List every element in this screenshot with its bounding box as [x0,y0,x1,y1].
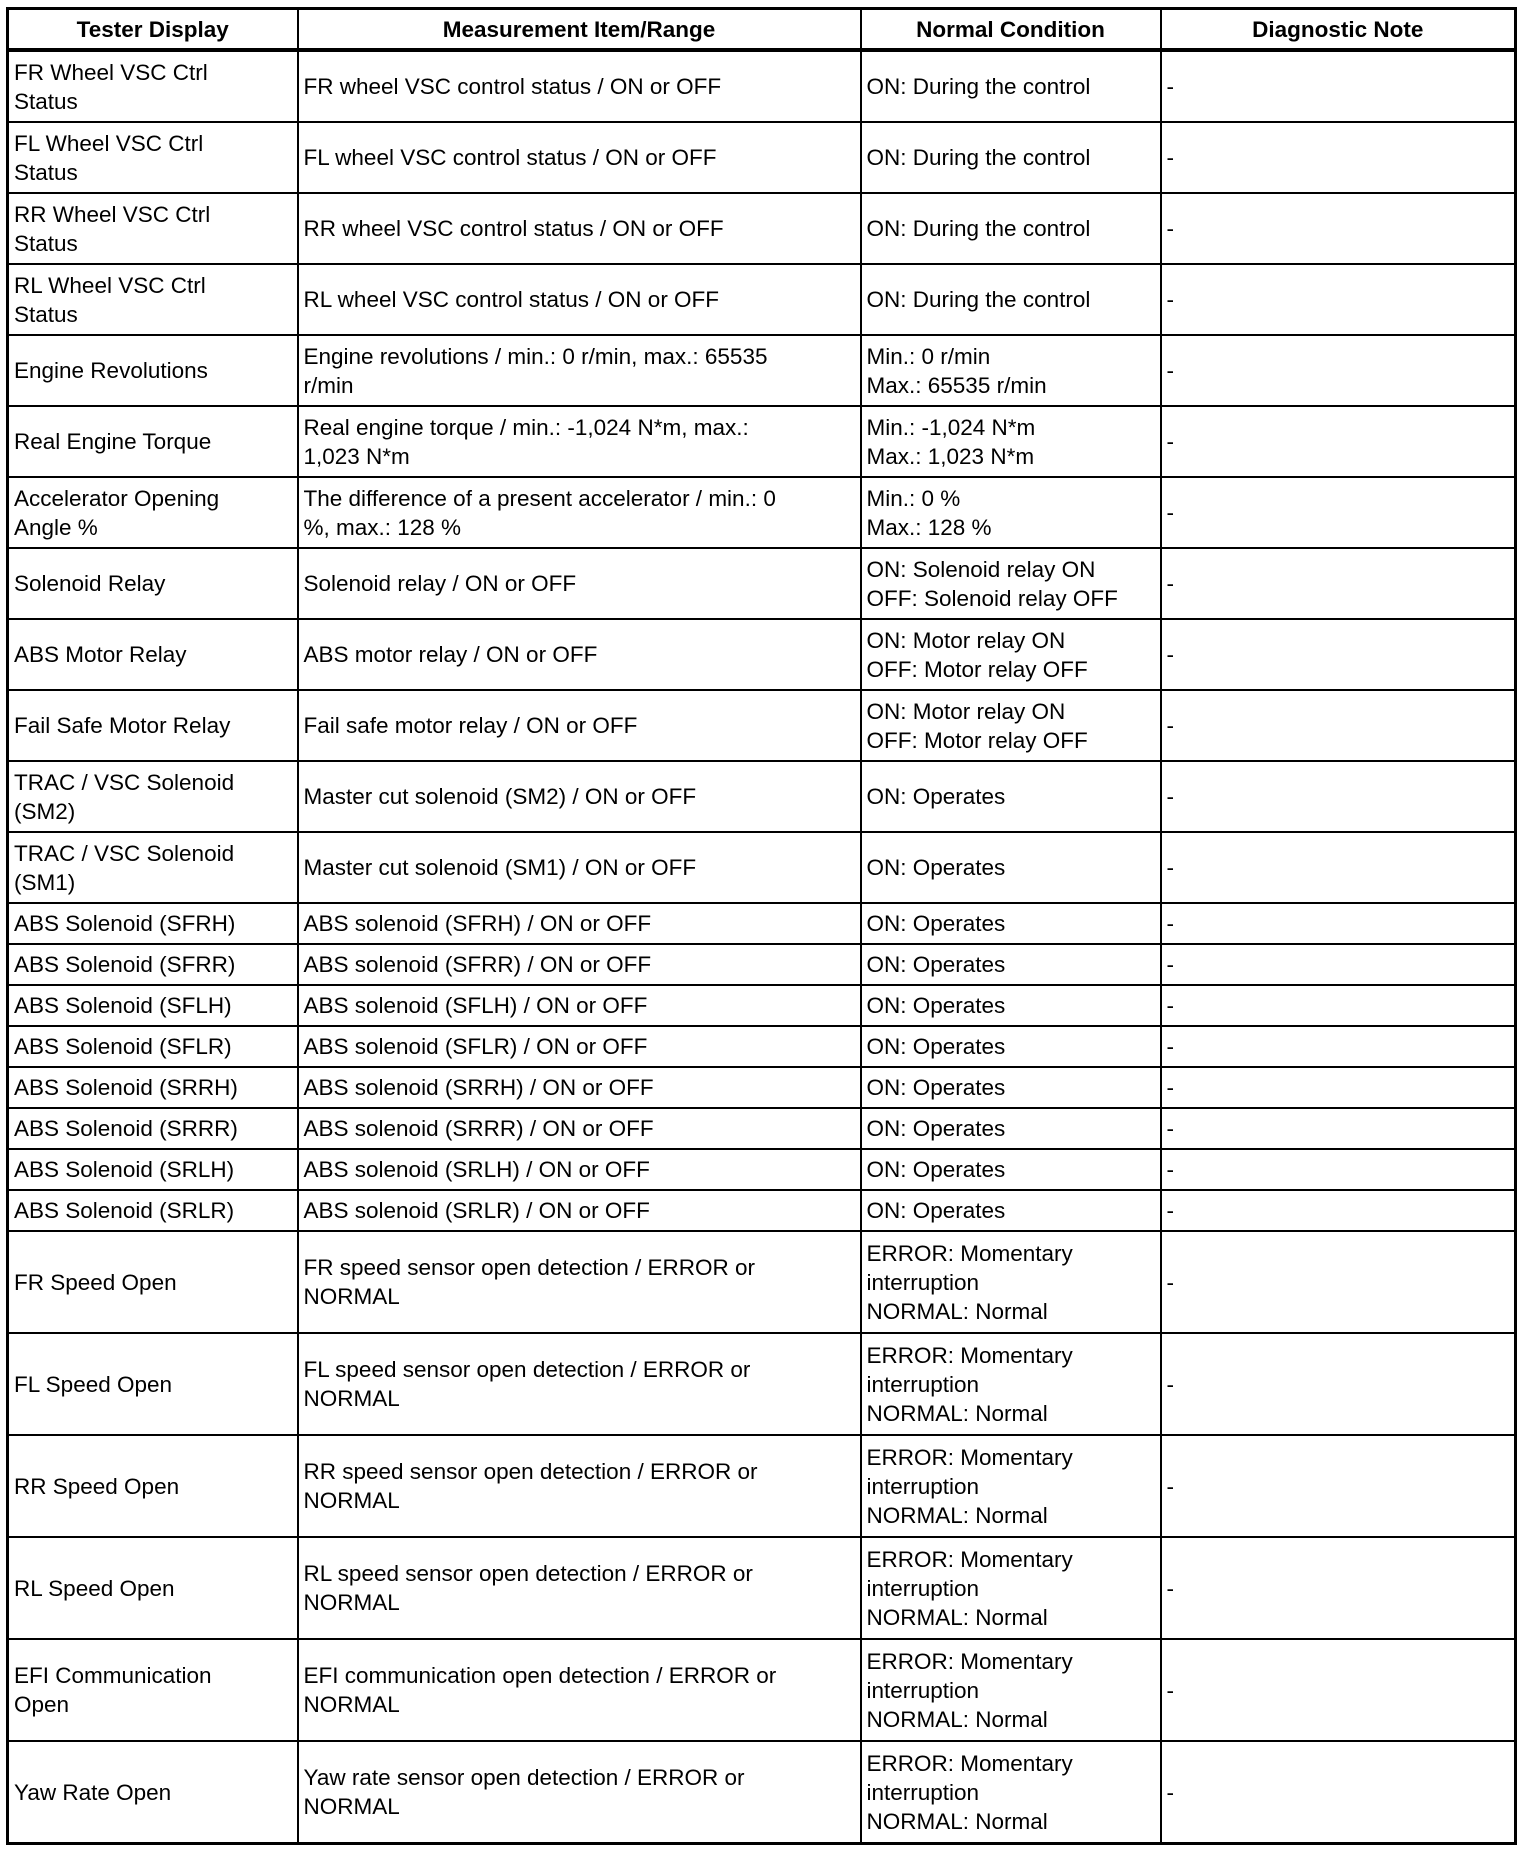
diagnostic-note-cell: - [1161,1639,1516,1741]
tester-display-cell: RR Wheel VSC Ctrl Status [8,193,298,264]
table-row [8,335,1516,406]
normal-condition-cell: ERROR: Momentary interruption NORMAL: Normal [861,1639,1161,1741]
measurement-range-cell: The difference of a present accelerator / min.: 0 %, max.: 128 % [298,477,861,548]
table-row [8,903,1516,944]
diagnostic-note-cell: - [1161,619,1516,690]
tester-display-cell: RR Speed Open [8,1435,298,1537]
normal-condition-cell: Min.: 0 r/min Max.: 65535 r/min [861,335,1161,406]
tester-display-cell: ABS Solenoid (SRRR) [8,1108,298,1149]
table-row [8,1067,1516,1108]
data-list-table-container [6,7,1517,1845]
diagnostic-note-cell: - [1161,761,1516,832]
header-normal-condition: Normal Condition [861,9,1161,51]
normal-condition-cell: ON: Operates [861,903,1161,944]
tester-display-cell: ABS Solenoid (SFLR) [8,1026,298,1067]
table-row [8,1333,1516,1435]
normal-condition-cell: ON: Operates [861,1149,1161,1190]
table-row [8,264,1516,335]
diagnostic-note-cell: - [1161,1149,1516,1190]
measurement-range-cell: ABS motor relay / ON or OFF [298,619,861,690]
normal-condition-cell: ON: Operates [861,1026,1161,1067]
diagnostic-note-cell: - [1161,122,1516,193]
normal-condition-cell: ON: Operates [861,944,1161,985]
measurement-range-cell: ABS solenoid (SRRH) / ON or OFF [298,1067,861,1108]
table-row [8,122,1516,193]
measurement-range-cell: EFI communication open detection / ERROR or NORMAL [298,1639,861,1741]
normal-condition-cell: ON: Operates [861,1108,1161,1149]
normal-condition-cell: ON: Solenoid relay ON OFF: Solenoid relay OFF [861,548,1161,619]
table-row [8,193,1516,264]
table-row [8,50,1516,122]
diagnostic-note-cell: - [1161,1108,1516,1149]
tester-display-cell: ABS Solenoid (SFRH) [8,903,298,944]
normal-condition-cell: ON: Operates [861,1190,1161,1231]
diagnostic-note-cell: - [1161,406,1516,477]
measurement-range-cell: Fail safe motor relay / ON or OFF [298,690,861,761]
tester-display-cell: FR Wheel VSC Ctrl Status [8,50,298,122]
diagnostic-note-cell: - [1161,944,1516,985]
table-row [8,548,1516,619]
normal-condition-cell: ON: Motor relay ON OFF: Motor relay OFF [861,690,1161,761]
table-row [8,1639,1516,1741]
tester-display-cell: ABS Solenoid (SFLH) [8,985,298,1026]
table-row [8,1231,1516,1333]
measurement-range-cell: RR wheel VSC control status / ON or OFF [298,193,861,264]
normal-condition-cell: ON: Operates [861,761,1161,832]
header-measurement-item: Measurement Item/Range [298,9,861,51]
normal-condition-cell: ON: Operates [861,832,1161,903]
table-row [8,1741,1516,1844]
normal-condition-cell: ERROR: Momentary interruption NORMAL: Normal [861,1231,1161,1333]
diagnostic-note-cell: - [1161,50,1516,122]
tester-display-cell: Engine Revolutions [8,335,298,406]
tester-display-cell: Solenoid Relay [8,548,298,619]
table-row [8,477,1516,548]
measurement-range-cell: ABS solenoid (SRRR) / ON or OFF [298,1108,861,1149]
diagnostic-note-cell: - [1161,193,1516,264]
diagnostic-note-cell: - [1161,1026,1516,1067]
measurement-range-cell: Master cut solenoid (SM1) / ON or OFF [298,832,861,903]
diagnostic-note-cell: - [1161,1333,1516,1435]
measurement-range-cell: Yaw rate sensor open detection / ERROR or NORMAL [298,1741,861,1844]
tester-display-cell: RL Wheel VSC Ctrl Status [8,264,298,335]
table-header-row [8,9,1516,51]
normal-condition-cell: ON: During the control [861,264,1161,335]
measurement-range-cell: FL speed sensor open detection / ERROR or NORMAL [298,1333,861,1435]
diagnostic-note-cell: - [1161,264,1516,335]
measurement-range-cell: ABS solenoid (SRLH) / ON or OFF [298,1149,861,1190]
measurement-range-cell: Engine revolutions / min.: 0 r/min, max.: 65535 r/min [298,335,861,406]
tester-display-cell: Accelerator Opening Angle % [8,477,298,548]
normal-condition-cell: Min.: 0 % Max.: 128 % [861,477,1161,548]
tester-display-cell: FL Speed Open [8,1333,298,1435]
measurement-range-cell: ABS solenoid (SFRR) / ON or OFF [298,944,861,985]
tester-display-cell: Real Engine Torque [8,406,298,477]
measurement-range-cell: RL wheel VSC control status / ON or OFF [298,264,861,335]
normal-condition-cell: ON: During the control [861,50,1161,122]
table-row [8,832,1516,903]
tester-display-cell: ABS Solenoid (SRRH) [8,1067,298,1108]
table-row [8,619,1516,690]
normal-condition-cell: ON: During the control [861,193,1161,264]
measurement-range-cell: FR wheel VSC control status / ON or OFF [298,50,861,122]
table-row [8,985,1516,1026]
normal-condition-cell: Min.: -1,024 N*m Max.: 1,023 N*m [861,406,1161,477]
diagnostic-note-cell: - [1161,690,1516,761]
table-row [8,1108,1516,1149]
diagnostic-note-cell: - [1161,1741,1516,1844]
table-row [8,1190,1516,1231]
table-row [8,1026,1516,1067]
measurement-range-cell: ABS solenoid (SFLH) / ON or OFF [298,985,861,1026]
measurement-range-cell: FR speed sensor open detection / ERROR or NORMAL [298,1231,861,1333]
diagnostic-note-cell: - [1161,1231,1516,1333]
measurement-range-cell: RR speed sensor open detection / ERROR or NORMAL [298,1435,861,1537]
normal-condition-cell: ON: Operates [861,985,1161,1026]
table-row [8,406,1516,477]
measurement-range-cell: ABS solenoid (SRLR) / ON or OFF [298,1190,861,1231]
normal-condition-cell: ON: During the control [861,122,1161,193]
diagnostic-note-cell: - [1161,985,1516,1026]
diagnostic-note-cell: - [1161,903,1516,944]
table-row [8,1435,1516,1537]
tester-display-cell: FR Speed Open [8,1231,298,1333]
tester-display-cell: ABS Motor Relay [8,619,298,690]
diagnostic-note-cell: - [1161,477,1516,548]
tester-display-cell: Yaw Rate Open [8,1741,298,1844]
measurement-range-cell: Master cut solenoid (SM2) / ON or OFF [298,761,861,832]
table-row [8,1149,1516,1190]
tester-display-cell: EFI Communication Open [8,1639,298,1741]
diagnostic-note-cell: - [1161,548,1516,619]
measurement-range-cell: Real engine torque / min.: -1,024 N*m, max.: 1,023 N*m [298,406,861,477]
diagnostic-note-cell: - [1161,1067,1516,1108]
table-row [8,1537,1516,1639]
header-diagnostic-note: Diagnostic Note [1161,9,1516,51]
normal-condition-cell: ERROR: Momentary interruption NORMAL: Normal [861,1333,1161,1435]
measurement-range-cell: RL speed sensor open detection / ERROR or NORMAL [298,1537,861,1639]
tester-display-cell: RL Speed Open [8,1537,298,1639]
diagnostic-note-cell: - [1161,832,1516,903]
tester-display-cell: ABS Solenoid (SRLR) [8,1190,298,1231]
tester-display-cell: FL Wheel VSC Ctrl Status [8,122,298,193]
normal-condition-cell: ON: Operates [861,1067,1161,1108]
table-row [8,690,1516,761]
tester-display-cell: TRAC / VSC Solenoid (SM2) [8,761,298,832]
diagnostic-note-cell: - [1161,1190,1516,1231]
diagnostic-note-cell: - [1161,335,1516,406]
tester-display-cell: ABS Solenoid (SRLH) [8,1149,298,1190]
measurement-range-cell: ABS solenoid (SFLR) / ON or OFF [298,1026,861,1067]
normal-condition-cell: ERROR: Momentary interruption NORMAL: Normal [861,1741,1161,1844]
table-row [8,761,1516,832]
normal-condition-cell: ERROR: Momentary interruption NORMAL: Normal [861,1537,1161,1639]
normal-condition-cell: ON: Motor relay ON OFF: Motor relay OFF [861,619,1161,690]
normal-condition-cell: ERROR: Momentary interruption NORMAL: Normal [861,1435,1161,1537]
data-list-table [6,7,1517,1845]
tester-display-cell: TRAC / VSC Solenoid (SM1) [8,832,298,903]
tester-display-cell: ABS Solenoid (SFRR) [8,944,298,985]
header-tester-display: Tester Display [8,9,298,51]
tester-display-cell: Fail Safe Motor Relay [8,690,298,761]
measurement-range-cell: FL wheel VSC control status / ON or OFF [298,122,861,193]
measurement-range-cell: ABS solenoid (SFRH) / ON or OFF [298,903,861,944]
diagnostic-note-cell: - [1161,1537,1516,1639]
measurement-range-cell: Solenoid relay / ON or OFF [298,548,861,619]
diagnostic-note-cell: - [1161,1435,1516,1537]
table-row [8,944,1516,985]
